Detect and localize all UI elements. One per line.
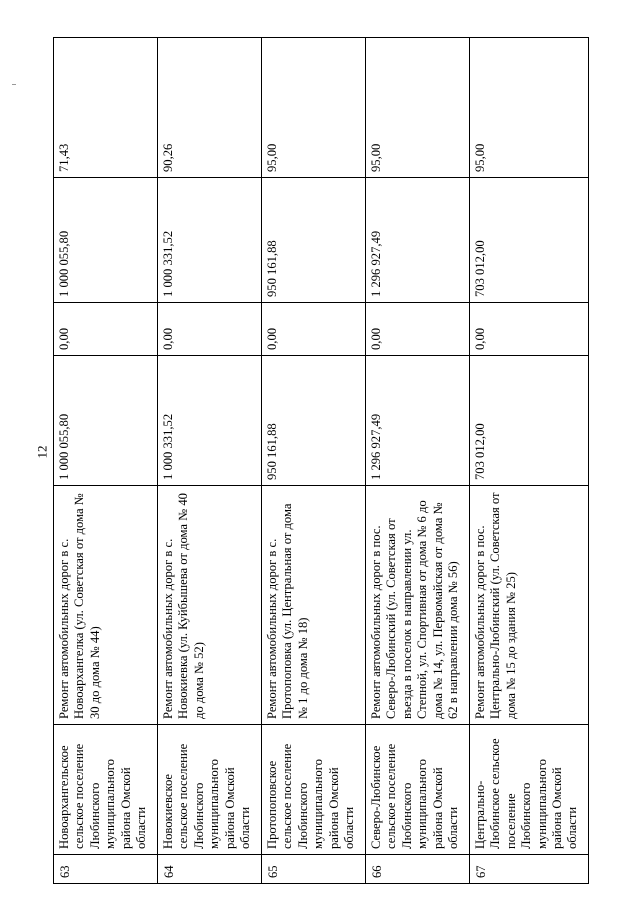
work-description: Ремонт автомобильных дорог в с. Новоархангелка (ул. Советская от дома № 30 до дома № 44) [54, 486, 158, 725]
percent-value: 95,00 [262, 38, 366, 178]
zero-amount: 0,00 [158, 303, 262, 356]
work-description: Ремонт автомобильных дорог в с. Новокиевка (ул. Куйбышева от дома № 40 до дома № 52) [158, 486, 262, 725]
regional-amount: 1 000 055,80 [54, 178, 158, 303]
work-description: Ремонт автомобильных дорог в пос. Северо-Любинский (ул. Советская от въезда в поселок в направлении ул. Степной, ул. Спортивная от дома № 6 до дома № 14, ул. Первомайская от дома № 62 в направлении дома № 56) [366, 486, 470, 725]
percent-value: 95,00 [470, 38, 589, 178]
table-row [262, 38, 366, 884]
total-amount: 1 000 055,80 [54, 356, 158, 486]
row-number: 63 [54, 855, 158, 884]
percent-value: 95,00 [366, 38, 470, 178]
percent-value: 71,43 [54, 38, 158, 178]
table-row [54, 38, 158, 884]
settlement-name: Центрально-Любинское сельское поселение Любинского муниципального района Омской области [470, 725, 589, 855]
percent-value: 90,26 [158, 38, 262, 178]
work-description: Ремонт автомобильных дорог в с. Протопоповка (ул. Центральная от дома № 1 до дома № 18) [262, 486, 366, 725]
table-row [470, 38, 589, 884]
table-rotator [53, 38, 588, 884]
total-amount: 1 296 927,49 [366, 356, 470, 486]
scan-mark [12, 84, 16, 85]
row-number: 67 [470, 855, 589, 884]
total-amount: 1 000 331,52 [158, 356, 262, 486]
work-description: Ремонт автомобильных дорог в пос. Центрально-Любинский (ул. Советская от дома № 15 до здания № 25) [470, 486, 589, 725]
row-number: 65 [262, 855, 366, 884]
regional-amount: 1 000 331,52 [158, 178, 262, 303]
table-row [366, 38, 470, 884]
subsidy-table [53, 37, 589, 884]
regional-amount: 703 012,00 [470, 178, 589, 303]
total-amount: 950 161,88 [262, 356, 366, 486]
regional-amount: 1 296 927,49 [366, 178, 470, 303]
zero-amount: 0,00 [262, 303, 366, 356]
settlement-name: Новокиевское сельское поселение Любинского муниципального района Омской области [158, 725, 262, 855]
zero-amount: 0,00 [366, 303, 470, 356]
page-number-text: 12 [34, 445, 49, 459]
row-number: 66 [366, 855, 470, 884]
table-row [158, 38, 262, 884]
total-amount: 703 012,00 [470, 356, 589, 486]
page-number [34, 442, 50, 462]
regional-amount: 950 161,88 [262, 178, 366, 303]
settlement-name: Новоархангельское сельское поселение Любинского муниципального района Омской области [54, 725, 158, 855]
settlement-name: Северо-Любинское сельское поселение Любинского муниципального района Омской области [366, 725, 470, 855]
zero-amount: 0,00 [470, 303, 589, 356]
zero-amount: 0,00 [54, 303, 158, 356]
row-number: 64 [158, 855, 262, 884]
settlement-name: Протопоповское сельское поселение Любинского муниципального района Омской области [262, 725, 366, 855]
